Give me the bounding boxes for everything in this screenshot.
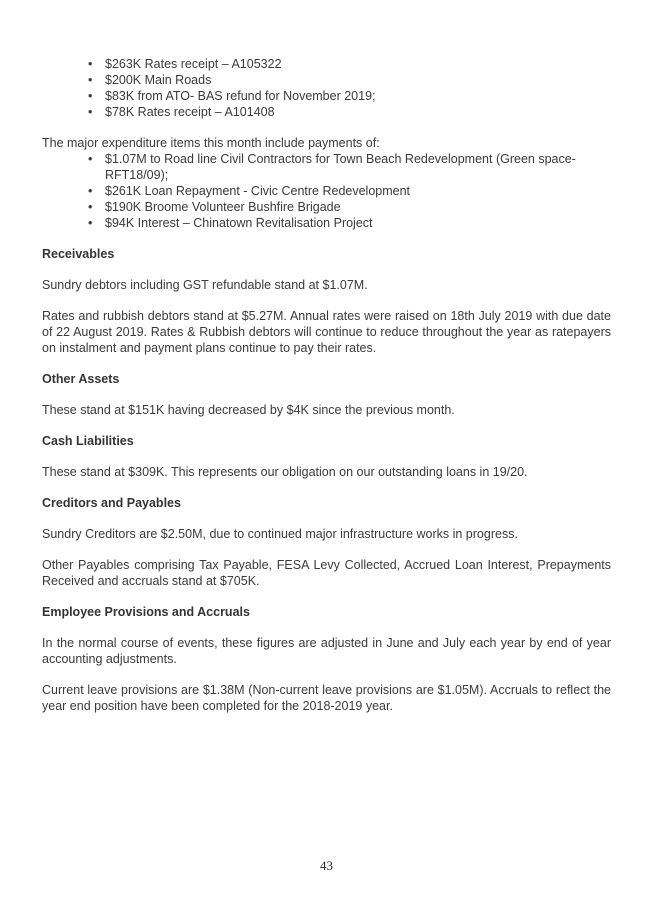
list-item: • $83K from ATO- BAS refund for November 2019;	[42, 88, 611, 104]
list-item: • $94K Interest – Chinatown Revitalisation Project	[42, 215, 611, 231]
paragraph: Sundry Creditors are $2.50M, due to continued major infrastructure works in progress.	[42, 527, 518, 541]
list-item: • $190K Broome Volunteer Bushfire Brigade	[42, 199, 611, 215]
section-employee-provisions	[42, 604, 611, 714]
list-item: • $200K Main Roads	[42, 72, 611, 88]
expenditure-intro: The major expenditure items this month include payments of:	[42, 136, 380, 150]
section-receivables	[42, 246, 611, 356]
section-heading-receivables: Receivables	[42, 247, 115, 261]
section-other-assets	[42, 371, 611, 418]
paragraph: Current leave provisions are $1.38M (Non-current leave provisions are $1.05M). Accruals to reflect the year end position have been completed for the 2018-2019 year.	[42, 683, 611, 713]
paragraph: Rates and rubbish debtors stand at $5.27M. Annual rates were raised on 18th July 2019 with due date of 22 August 2019. Rates & Rubbish debtors will continue to reduce throughout the year as ratepayers on instalment and payment plans continue to pay their rates.	[42, 309, 611, 355]
paragraph: These stand at $309K. This represents our obligation on our outstanding loans in 19/20.	[42, 465, 528, 479]
section-heading-cash-liabilities: Cash Liabilities	[42, 434, 134, 448]
section-heading-other-assets: Other Assets	[42, 372, 120, 386]
list-item: • $263K Rates receipt – A105322	[42, 56, 611, 72]
expenditure-list	[42, 151, 611, 231]
section-creditors-and-payables	[42, 495, 611, 589]
paragraph: Sundry debtors including GST refundable stand at $1.07M.	[42, 278, 368, 292]
section-heading-creditors-and-payables: Creditors and Payables	[42, 496, 181, 510]
list-item: • $261K Loan Repayment - Civic Centre Redevelopment	[42, 183, 611, 199]
paragraph: These stand at $151K having decreased by $4K since the previous month.	[42, 403, 455, 417]
list-item: • $78K Rates receipt – A101408	[42, 104, 611, 120]
paragraph: In the normal course of events, these figures are adjusted in June and July each year by end of year accounting adjustments.	[42, 636, 611, 666]
paragraph: Other Payables comprising Tax Payable, FESA Levy Collected, Accrued Loan Interest, Prepayments Received and accruals stand at $705K.	[42, 558, 611, 588]
page-number: 43	[320, 858, 333, 873]
list-item: • $1.07M to Road line Civil Contractors for Town Beach Redevelopment (Green space- RFT18/09);	[42, 151, 611, 183]
receipts-list	[42, 56, 611, 120]
section-heading-employee-provisions: Employee Provisions and Accruals	[42, 605, 250, 619]
section-cash-liabilities	[42, 433, 611, 480]
